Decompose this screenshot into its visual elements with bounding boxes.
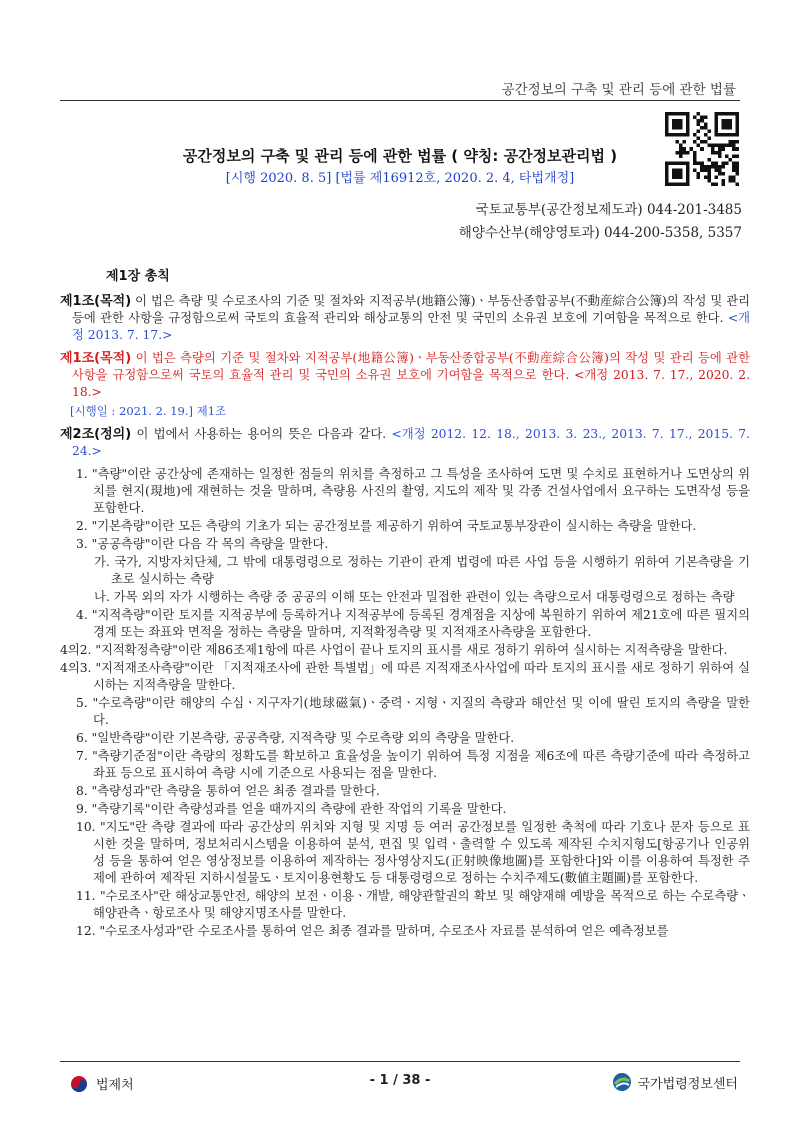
- definition-item: 6. "일반측량"이란 기본측량, 공공측량, 지적측량 및 수로측량 외의 측량을 말한다.: [76, 731, 515, 745]
- article-2-text: 이 법에서 사용하는 용어의 뜻은 다음과 같다.: [131, 427, 392, 441]
- definition-item: 8. "측량성과"란 측량을 통하여 얻은 최종 결과를 말한다.: [76, 784, 380, 798]
- article-1-revised-heading: 제1조(목적): [60, 351, 132, 366]
- definition-item: 10. "지도"란 측량 결과에 따라 공간상의 위치와 지형 및 지명 등 여러 공간정보를 일정한 축척에 따라 기호나 문자 등으로 표시한 것을 말하며, 정보처리시스템을 이용하여 분석, 편집 및 입력ㆍ출력할 수 있도록 제작된 수치지형도[항공기나 인공위성 등을 통하여 얻은 영상정보를 이용하여 제작하는 정사영상지도(正射映像地圖)를 포함한다]와 이를 이용하여 특정한 주제에 관하여 제작된 지하시설물도ㆍ토지이용현황도 등 대통령령으로 정하는 수치주제도(數値主題圖)를 포함한다.: [76, 820, 750, 885]
- law-body: [60, 268, 750, 941]
- definition-item: 1. "측량"이란 공간상에 존재하는 일정한 점들의 위치를 측정하고 그 특성을 조사하여 도면 및 수치로 표현하거나 도면상의 위치를 현지(現地)에 재현하는 것을 말하며, 측량용 사진의 촬영, 지도의 제작 및 각종 건설사업에서 요구하는 도면작성 등을 포함한다.: [76, 467, 750, 515]
- law-title-abbr: ( 약칭: 공간정보관리법 ): [446, 147, 618, 165]
- definition-item: 11. "수로조사"란 해상교통안전, 해양의 보전ㆍ이용ㆍ개발, 해양관할권의 확보 및 해양재해 예방을 목적으로 하는 수로측량ㆍ해양관측ㆍ항로조사 및 해양지명조사를 말한다.: [76, 889, 750, 920]
- law-title: [0, 145, 800, 166]
- definition-item: 5. "수로측량"이란 해양의 수심ㆍ지구자기(地球磁氣)ㆍ중력ㆍ지형ㆍ지질의 측량과 해안선 및 이에 딸린 토지의 측량을 말한다.: [76, 696, 750, 727]
- definition-item: 12. "수로조사성과"란 수로조사를 통하여 얻은 최종 결과를 말하며, 수로조사 자료를 분석하여 얻은 예측정보를: [76, 924, 669, 938]
- article-1: [60, 293, 750, 344]
- definition-item: 4의2. "지적확정측량"이란 제86조제1항에 따른 사업이 끝나 토지의 표시를 새로 정하기 위하여 실시하는 지적측량을 말한다.: [60, 643, 728, 657]
- article-2-amendment: <개정 2012. 12. 18., 2013. 3. 23., 2013. 7. 17., 2015. 7. 24.>: [72, 427, 750, 458]
- article-1-revised-amendment: <개정 2013. 7. 17., 2020. 2. 18.>: [72, 368, 750, 399]
- law-title-main: 공간정보의 구축 및 관리 등에 관한 법률: [182, 147, 447, 165]
- article-1-heading: 제1조(목적): [60, 294, 132, 309]
- footer-source-label: 법제처: [96, 1078, 134, 1093]
- footer-center-name: [612, 1072, 738, 1092]
- definition-item: 4의3. "지적재조사측량"이란 「지적재조사에 관한 특별법」에 따른 지적재조사사업에 따라 토지의 표시를 새로 정하기 위하여 실시하는 지적측량을 말한다.: [60, 661, 750, 692]
- header-divider: [60, 100, 740, 101]
- article-1-text: 이 법은 측량 및 수로조사의 기준 및 절차와 지적공부(地籍公簿)ㆍ부동산종합공부(不動産綜合公簿)의 작성 및 관리 등에 관한 사항을 규정함으로써 국토의 효율적 관리와 해상교통의 안전 및 국민의 소유권 보호에 기여함을 목적으로 한다.: [72, 294, 750, 325]
- article-1-amendment: <개정 2013. 7. 17.>: [72, 311, 750, 342]
- effective-date-note: [시행일 : 2021. 2. 19.] 제1조: [70, 404, 227, 418]
- definition-item: 3. "공공측량"이란 다음 각 목의 측량을 말한다.: [76, 537, 329, 551]
- definition-item: 7. "측량기준점"이란 측량의 정확도를 확보하고 효율성을 높이기 위하여 특정 지점을 제6조에 따른 측량기준에 따라 측정하고 좌표 등으로 표시하여 측량 시에 기준으로 사용되는 점을 말한다.: [76, 749, 750, 780]
- running-title: 공간정보의 구축 및 관리 등에 관한 법률: [501, 82, 736, 98]
- definition-subitem: 가. 국가, 지방자치단체, 그 밖에 대통령령으로 정하는 기관이 관계 법령에 따른 사업 등을 시행하기 위하여 기본측량을 기초로 실시하는 측량: [94, 555, 750, 586]
- contact-molit: 국토교통부(공간정보제도과) 044-201-3485: [475, 202, 742, 218]
- definition-item: 4. "지적측량"이란 토지를 지적공부에 등록하거나 지적공부에 등록된 경계점을 지상에 복원하기 위하여 제21호에 따른 필지의 경계 또는 좌표와 면적을 정하는 측량을 말하며, 지적확정측량 및 지적재조사측량을 포함한다.: [76, 608, 750, 639]
- contact-mof: 해양수산부(해양영토과) 044-200-5358, 5357: [458, 225, 742, 241]
- enactment-info: [시행 2020. 8. 5] [법률 제16912호, 2020. 2. 4, 타법개정]: [225, 171, 575, 186]
- footer-divider: [60, 1061, 740, 1062]
- page-number: - 1 / 38 -: [369, 1073, 431, 1088]
- article-1-revised-text: 이 법은 측량의 기준 및 절차와 지적공부(地籍公簿)ㆍ부동산종합공부(不動産綜合公簿)의 작성 및 관리 등에 관한 사항을 규정함으로써 국토의 효율적 관리 및 국민의 소유권 보호에 기여함을 목적으로 한다.: [72, 351, 750, 382]
- definition-item: 2. "기본측량"이란 모든 측량의 기초가 되는 공간정보를 제공하기 위하여 국토교통부장관이 실시하는 측량을 말한다.: [76, 519, 697, 533]
- chapter-heading: 제1장 총칙: [106, 269, 170, 284]
- article-1-revised: [60, 350, 750, 401]
- national-law-center-logo-icon: [612, 1072, 632, 1092]
- definition-item: 9. "측량기록"이란 측량성과를 얻을 때까지의 측량에 관한 작업의 기록을 말한다.: [76, 802, 507, 816]
- definition-subitem: 나. 가목 외의 자가 시행하는 측량 중 공공의 이해 또는 안전과 밀접한 관련이 있는 측량으로서 대통령령으로 정하는 측량: [94, 590, 735, 604]
- article-2: [60, 426, 750, 460]
- footer-center-label: 국가법령정보센터: [637, 1076, 738, 1092]
- article-2-heading: 제2조(정의): [60, 427, 132, 442]
